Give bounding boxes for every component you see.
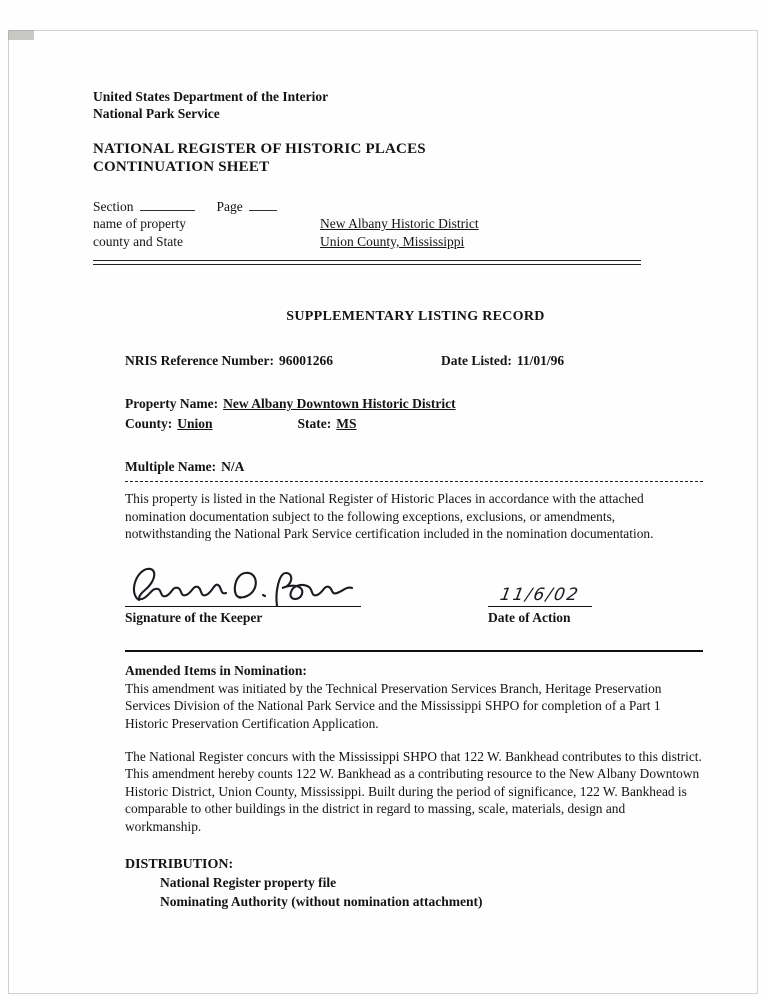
form-title-line-1: NATIONAL REGISTER OF HISTORIC PLACES <box>93 141 426 157</box>
date-of-action-caption: Date of Action <box>488 609 571 625</box>
section-blank <box>140 198 195 211</box>
certification-paragraph: This property is listed in the National Register of Historic Places in accordance with the attached nomination documentation subject to the following exceptions, exclusions, or amendments, notwithstanding the National Park Service certification included in the nomination documentation. <box>125 491 654 542</box>
section-label: Section <box>93 199 134 214</box>
distribution-item-2: Nominating Authority (without nomination attachment) <box>160 893 483 909</box>
amended-items-heading: Amended Items in Nomination: <box>125 662 307 678</box>
date-of-action-line <box>488 557 592 607</box>
page-blank <box>249 198 277 211</box>
county-row-value: Union County, Mississippi <box>320 234 465 249</box>
property-row <box>93 215 706 233</box>
date-of-action-handwritten: 11/6/02 <box>498 584 582 605</box>
property-name-value: New Albany Downtown Historic District <box>223 396 456 411</box>
record-title: SUPPLEMENTARY LISTING RECORD <box>286 309 545 324</box>
date-listed-value: 11/01/96 <box>516 353 565 368</box>
signature-block <box>125 557 706 607</box>
keeper-signature-line <box>125 557 361 607</box>
form-title-line-2: CONTINUATION SHEET <box>93 159 270 175</box>
multiple-name-value: N/A <box>221 459 245 474</box>
distribution-item-1: National Register property file <box>160 874 337 890</box>
record-state-value: MS <box>336 416 357 431</box>
nris-reference <box>125 353 441 369</box>
double-rule-divider <box>93 260 641 265</box>
distribution-heading: DISTRIBUTION: <box>125 856 234 872</box>
nris-value: 96001266 <box>278 353 333 368</box>
county-state-row <box>125 416 706 432</box>
signature-caption: Signature of the Keeper <box>125 609 263 625</box>
amendment-paragraph-1: This amendment was initiated by the Technical Preservation Services Branch, Heritage Preservation Services Division of the National Park Service and the Mississippi SHPO for completion of a Part 1 Historic Preservation Certification Application. <box>125 680 662 731</box>
nris-row <box>125 353 706 369</box>
property-name-label: Property Name: <box>125 396 219 411</box>
record-county-value: Union <box>177 416 213 431</box>
nris-label: NRIS Reference Number: <box>125 353 274 368</box>
date-listed <box>441 353 564 369</box>
dashed-divider <box>125 481 703 482</box>
property-name-row <box>125 396 706 412</box>
page-label: Page <box>216 199 243 214</box>
keeper-signature <box>125 560 360 612</box>
date-listed-label: Date Listed: <box>441 353 512 368</box>
section-page-line <box>93 198 706 215</box>
agency-line-2: National Park Service <box>93 106 220 121</box>
solid-divider <box>125 650 703 652</box>
amendment-paragraph-2: The National Register concurs with the Mississippi SHPO that 122 W. Bankhead contributes to this district. This amendment hereby counts 122 W. Bankhead as a contributing resource to the New Albany Downtown Historic District, Union County, Mississippi. Built during the period of significance, 122 W. Bankhead is comparable to other buildings in the district in regard to massing, scale, materials, design and workmanship. <box>125 748 702 834</box>
record-state-label: State: <box>297 416 332 431</box>
county-row <box>93 233 706 251</box>
multiple-name-row <box>125 459 706 475</box>
signature-captions <box>125 610 706 626</box>
agency-line-1: United States Department of the Interior <box>93 89 329 104</box>
property-row-value: New Albany Historic District <box>320 216 479 231</box>
record-county-label: County: <box>125 416 173 431</box>
property-row-label: name of property <box>93 216 186 231</box>
county-row-label: county and State <box>93 234 183 249</box>
multiple-name-label: Multiple Name: <box>125 459 217 474</box>
